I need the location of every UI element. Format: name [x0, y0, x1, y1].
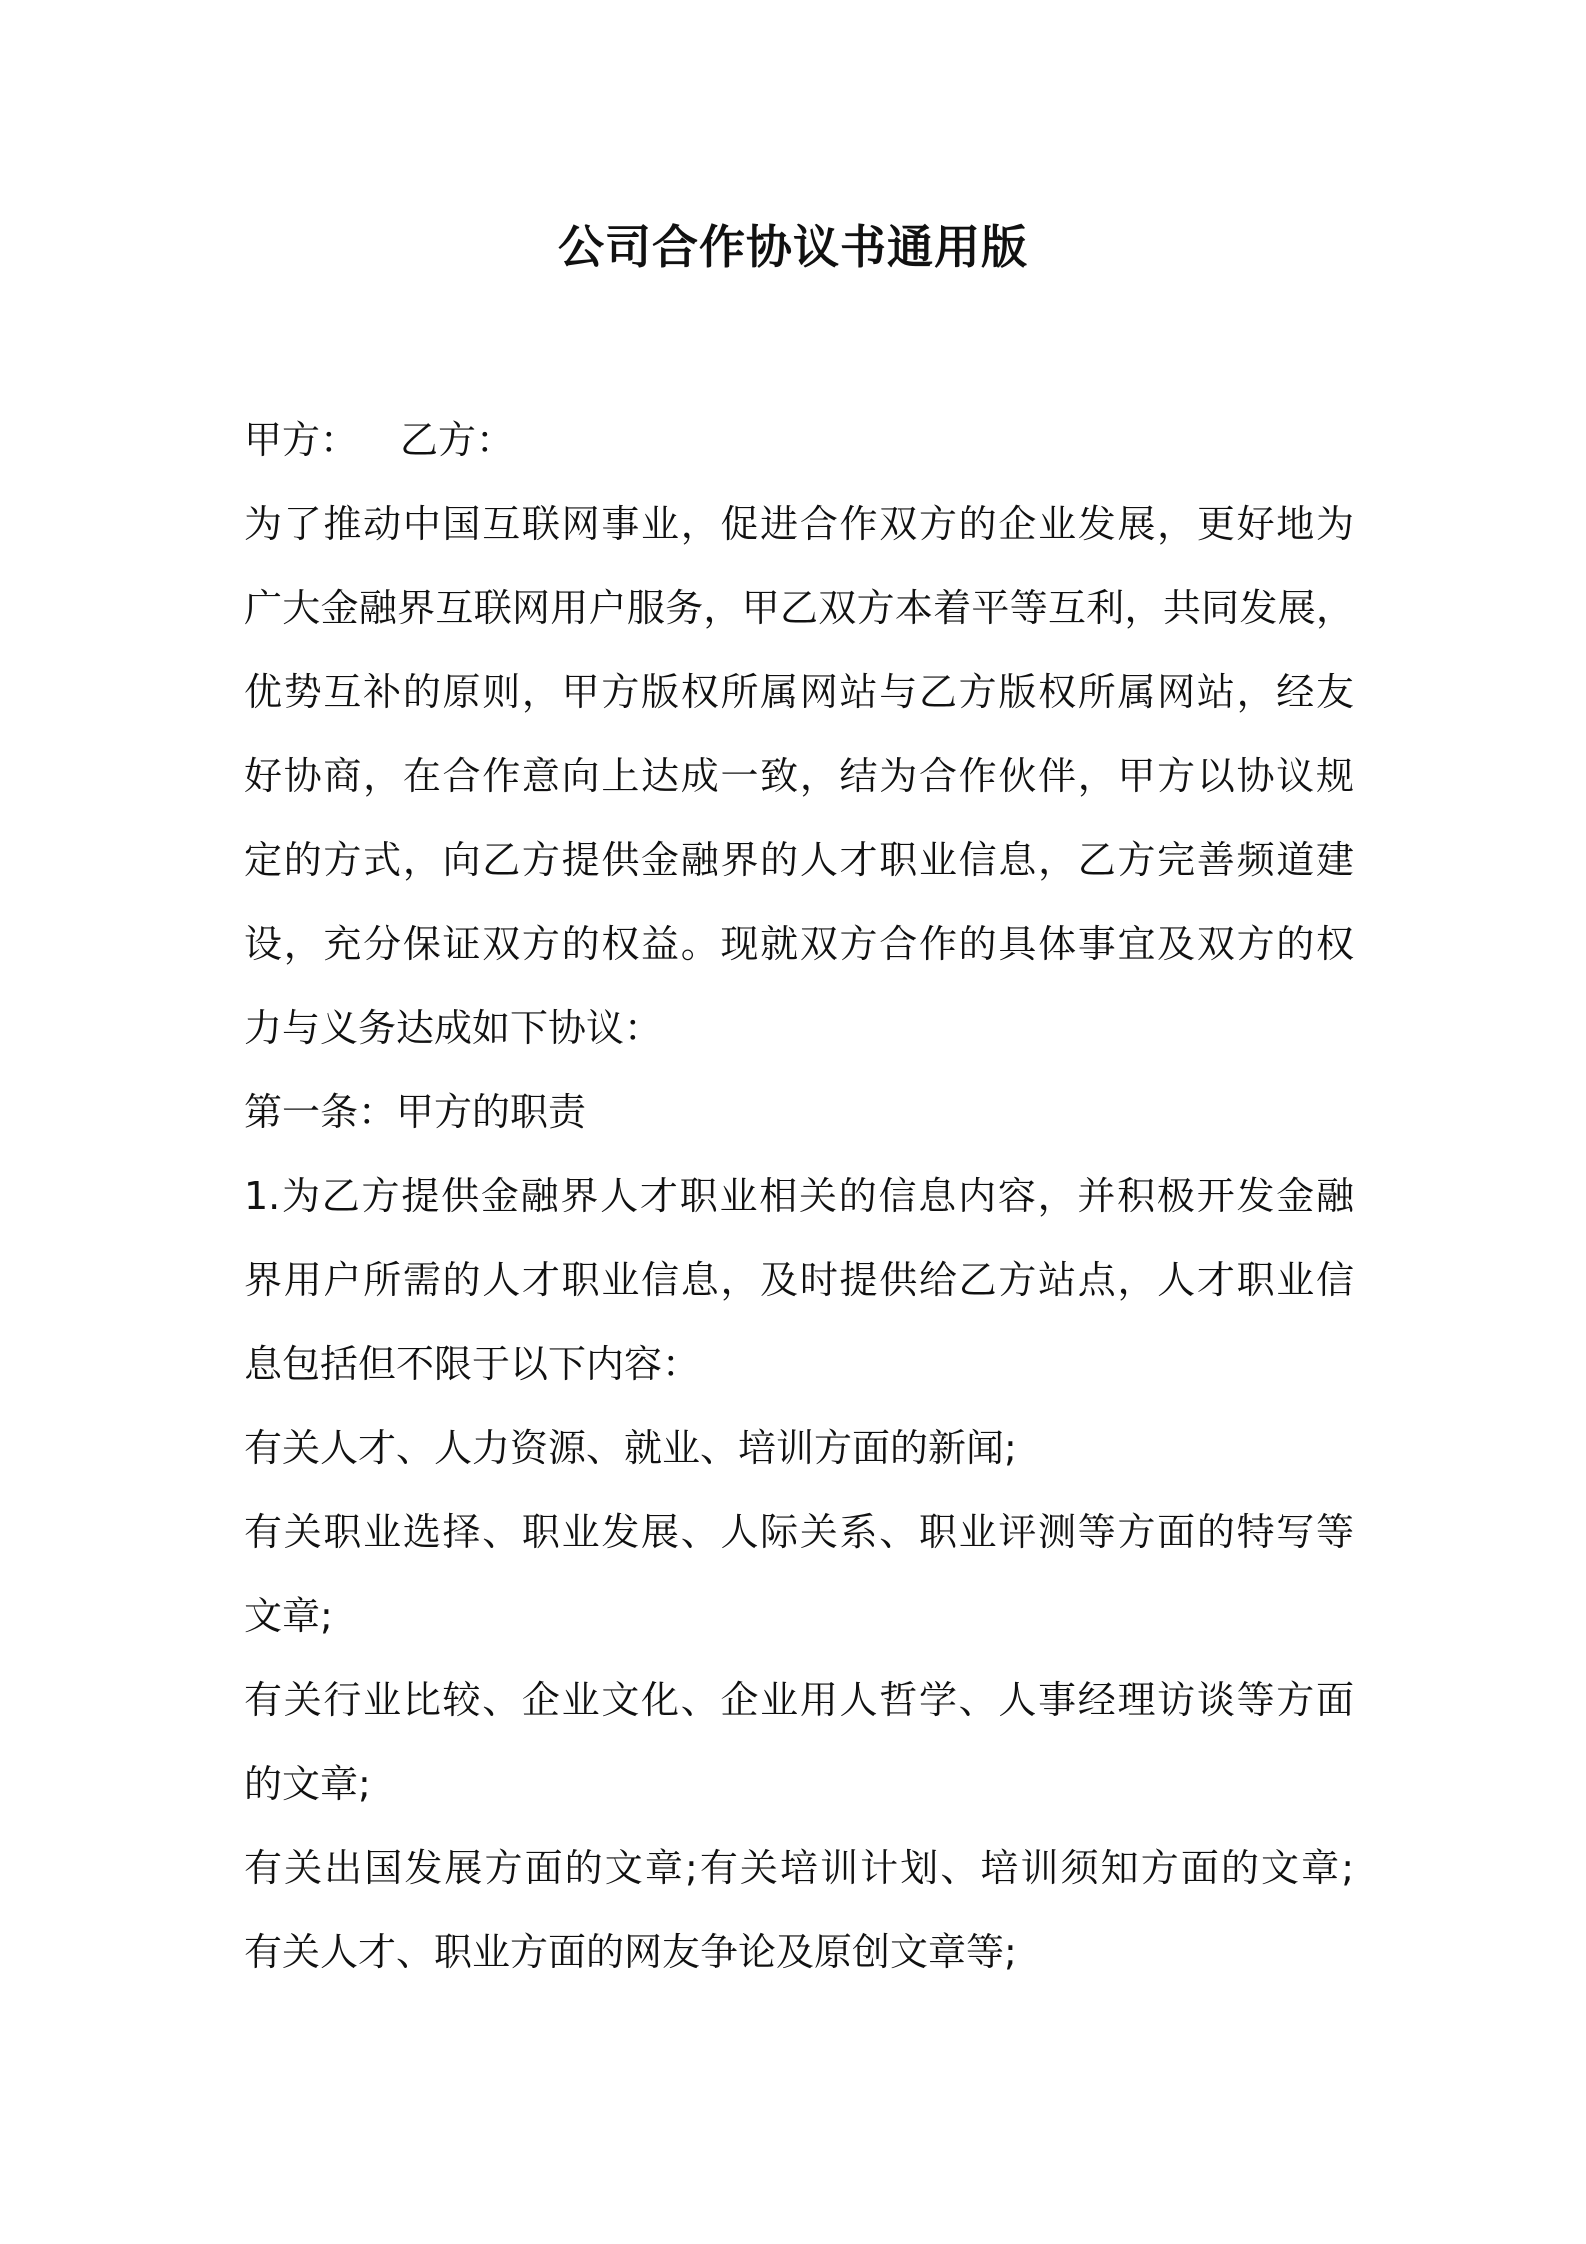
paragraph-line: 广大金融界互联网用户服务，甲乙双方本着平等互利，共同发展， — [244, 586, 1354, 630]
parties-line — [244, 398, 1354, 482]
paragraph-line: 优势互补的原则，甲方版权所属网站与乙方版权所属网站，经友 — [244, 670, 1354, 714]
paragraph-line: 定的方式，向乙方提供金融界的人才职业信息，乙方完善频道建 — [244, 838, 1354, 882]
party-a-label: 甲方： — [244, 418, 359, 462]
document-title: 公司合作协议书通用版 — [558, 220, 1028, 274]
content-item: 有关出国发展方面的文章;有关培训计划、培训须知方面的文章; — [244, 1846, 1354, 1890]
paragraph-line: 设，充分保证双方的权益。现就双方合作的具体事宜及双方的权 — [244, 922, 1354, 966]
article-heading: 第一条：甲方的职责 — [244, 1090, 587, 1134]
content-item: 有关人才、人力资源、就业、培训方面的新闻; — [244, 1426, 1017, 1470]
paragraph-line: 力与义务达成如下协议： — [244, 1006, 663, 1050]
content-item: 有关人才、职业方面的网友争论及原创文章等; — [244, 1930, 1017, 1974]
clause-line: 息包括但不限于以下内容： — [244, 1342, 701, 1386]
clause-line: 1.为乙方提供金融界人才职业相关的信息内容，并积极开发金融 — [244, 1174, 1354, 1218]
content-item: 有关职业选择、职业发展、人际关系、职业评测等方面的特写等 — [244, 1510, 1354, 1554]
paragraph-line: 好协商，在合作意向上达成一致，结为合作伙伴，甲方以协议规 — [244, 754, 1354, 798]
content-item: 文章; — [244, 1594, 333, 1638]
content-item: 的文章; — [244, 1762, 371, 1806]
paragraph-line: 为了推动中国互联网事业，促进合作双方的企业发展，更好地为 — [244, 502, 1354, 546]
content-item: 有关行业比较、企业文化、企业用人哲学、人事经理访谈等方面 — [244, 1678, 1354, 1722]
party-b-label: 乙方： — [400, 418, 515, 462]
clause-line: 界用户所需的人才职业信息，及时提供给乙方站点，人才职业信 — [244, 1258, 1354, 1302]
document-body — [244, 398, 1354, 1994]
